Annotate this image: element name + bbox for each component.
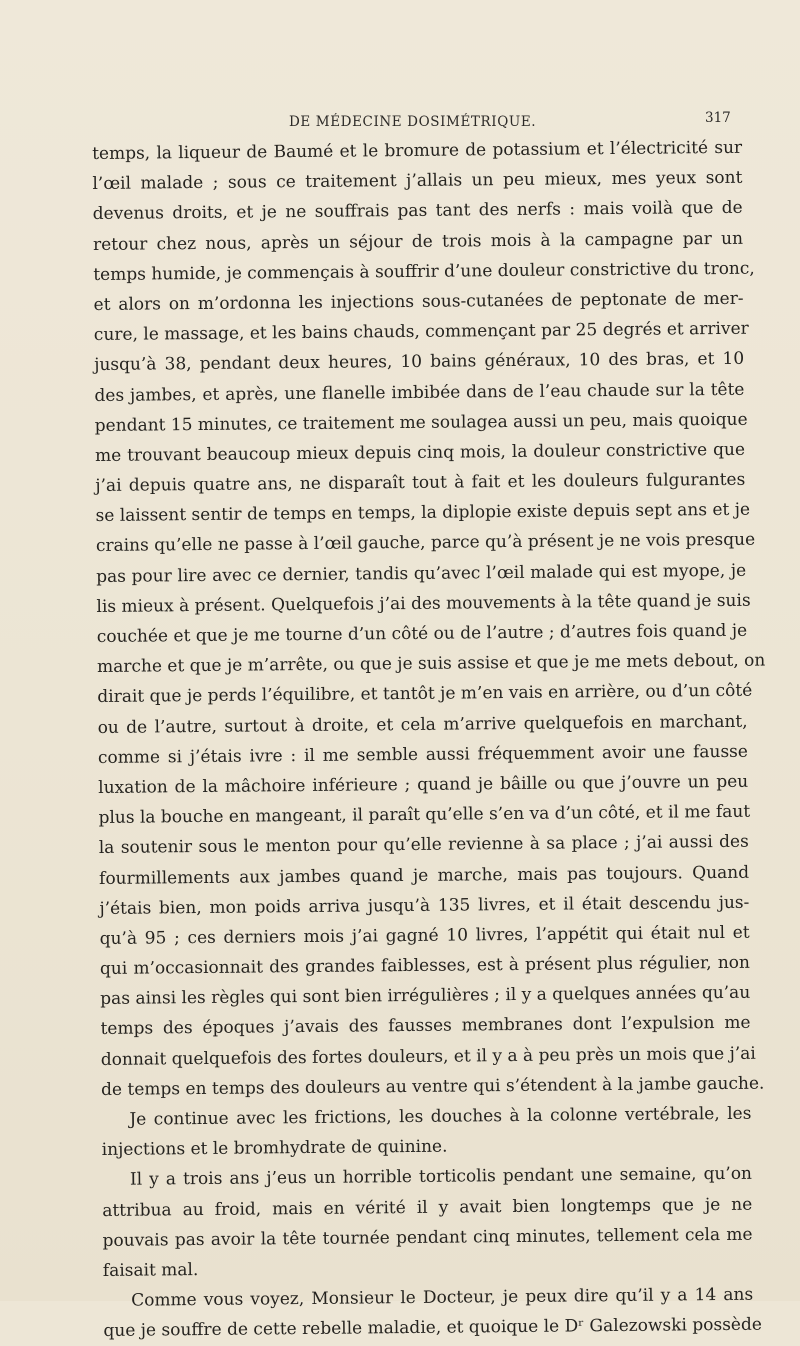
- text-line: Comme vous voyez, Monsieur le Docteur, je peux dire qu’il y a 14 ans: [131, 1284, 754, 1311]
- text-line: pendant 15 minutes, ce traitement me soulagea aussi un peu, mais quoique: [94, 409, 748, 436]
- text-line: l’œil malade ; sous ce traitement j’allais un peu mieux, mes yeux sont: [92, 167, 743, 195]
- text-line: devenus droits, et je ne souffrais pas tant des nerfs : mais voilà que de: [92, 198, 743, 225]
- page-header: [0, 110, 800, 134]
- text-line: temps humide, je commençais à souffrir d’une douleur constrictive du tronc,: [93, 258, 755, 285]
- text-line: injections et le bromhydrate de quinine.: [101, 1136, 448, 1161]
- running-head: DE MÉDECINE DOSIMÉTRIQUE.: [289, 114, 537, 130]
- text-line: me trouvant beaucoup mieux depuis cinq mois, la douleur constrictive que: [94, 439, 746, 466]
- text-line: dirait que je perds l’équilibre, et tantôt je m’en vais en arrière, ou d’un côté: [97, 681, 753, 708]
- text-line: temps, la liqueur de Baumé et le bromure de potassium et l’électricité sur: [92, 137, 743, 164]
- text-line: se laissent sentir de temps en temps, la diplopie existe depuis sept ans et je: [95, 499, 751, 527]
- body-text: [92, 133, 766, 1346]
- text-line: pas pour lire avec ce dernier, tandis qu’avec l’œil malade qui est myope, je: [96, 560, 747, 587]
- text-line: et alors on m’ordonna les injections sous-cutanées de peptonate de mer-: [93, 288, 744, 315]
- text-line: temps des époques j’avais des fausses membranes dont l’expulsion me: [100, 1013, 751, 1040]
- text-line: ou de l’autre, surtout à droite, et cela m’arrive quelquefois en marchant,: [97, 711, 748, 738]
- text-line: cure, le massage, et les bains chauds, commençant par 25 degrés et arriver: [93, 318, 749, 346]
- text-line: des jambes, et après, une flanelle imbibée dans de l’eau chaude sur la tête: [94, 379, 745, 406]
- text-line: couchée et que je me tourne d’un côté ou de l’autre ; d’autres fois quand je: [96, 620, 748, 647]
- text-line: la soutenir sous le menton pour qu’elle revienne à sa place ; j’ai aussi des: [98, 832, 749, 859]
- text-line: faisait mal.: [102, 1259, 199, 1281]
- text-line: jusqu’à 38, pendant deux heures, 10 bains généraux, 10 des bras, et 10: [94, 349, 745, 376]
- text-line: de temps en temps des douleurs au ventre qui s’étendent à la jambe gauche.: [101, 1073, 765, 1100]
- page-number: 317: [705, 110, 731, 126]
- text-line: qui m’occasionnait des grandes faiblesses, est à présent plus régulier, non: [99, 952, 751, 980]
- text-line: pas ainsi les règles qui sont bien irrégulières ; il y a quelques années qu’au: [100, 982, 751, 1010]
- text-line: fourmillements aux jambes quand je marche, mais pas toujours. Quand: [99, 862, 750, 889]
- text-line: lis mieux à présent. Quelquefois j’ai des mouvements à la tête quand je suis: [96, 590, 751, 617]
- text-line: que je souffre de cette rebelle maladie, et quoique le Dʳ Galezowski possède: [103, 1314, 762, 1342]
- text-line: Il y a trois ans j’eus un horrible torticolis pendant une semaine, qu’on: [129, 1164, 753, 1191]
- text-line: retour chez nous, après un séjour de trois mois à la campagne par un: [92, 228, 744, 255]
- text-line: crains qu’elle ne passe à l’œil gauche, parce qu’à présent je ne vois presque: [95, 530, 756, 557]
- text-line: donnait quelquefois des fortes douleurs, et il y a à peu près un mois que j’ai: [100, 1043, 756, 1070]
- text-line: luxation de la mâchoire inférieure ; quand je bâille ou que j’ouvre un peu: [98, 771, 749, 798]
- text-line: j’ai depuis quatre ans, ne disparaît tout à fait et les douleurs fulgurantes: [95, 469, 746, 497]
- text-line: comme si j’étais ivre : il me semble aussi fréquemment avoir une fausse: [97, 741, 749, 768]
- text-line: j’étais bien, mon poids arriva jusqu’à 135 livres, et il était descendu jus-: [99, 892, 750, 919]
- text-line: marche et que je m’arrête, ou que je suis assise et que je me mets debout, on: [96, 650, 766, 678]
- text-line: plus la bouche en mangeant, il paraît qu’elle s’en va d’un côté, et il me faut: [98, 801, 751, 829]
- text-line: pouvais pas avoir la tête tournée pendant cinq minutes, tellement cela me: [102, 1224, 753, 1251]
- text-line: qu’à 95 ; ces derniers mois j’ai gagné 10 livres, l’appétit qui était nul et: [99, 922, 750, 949]
- text-line: Je continue avec les frictions, les douches à la colonne vertébrale, les: [129, 1103, 752, 1130]
- text-line: attribua au froid, mais en vérité il y avait bien longtemps que je ne: [102, 1194, 753, 1221]
